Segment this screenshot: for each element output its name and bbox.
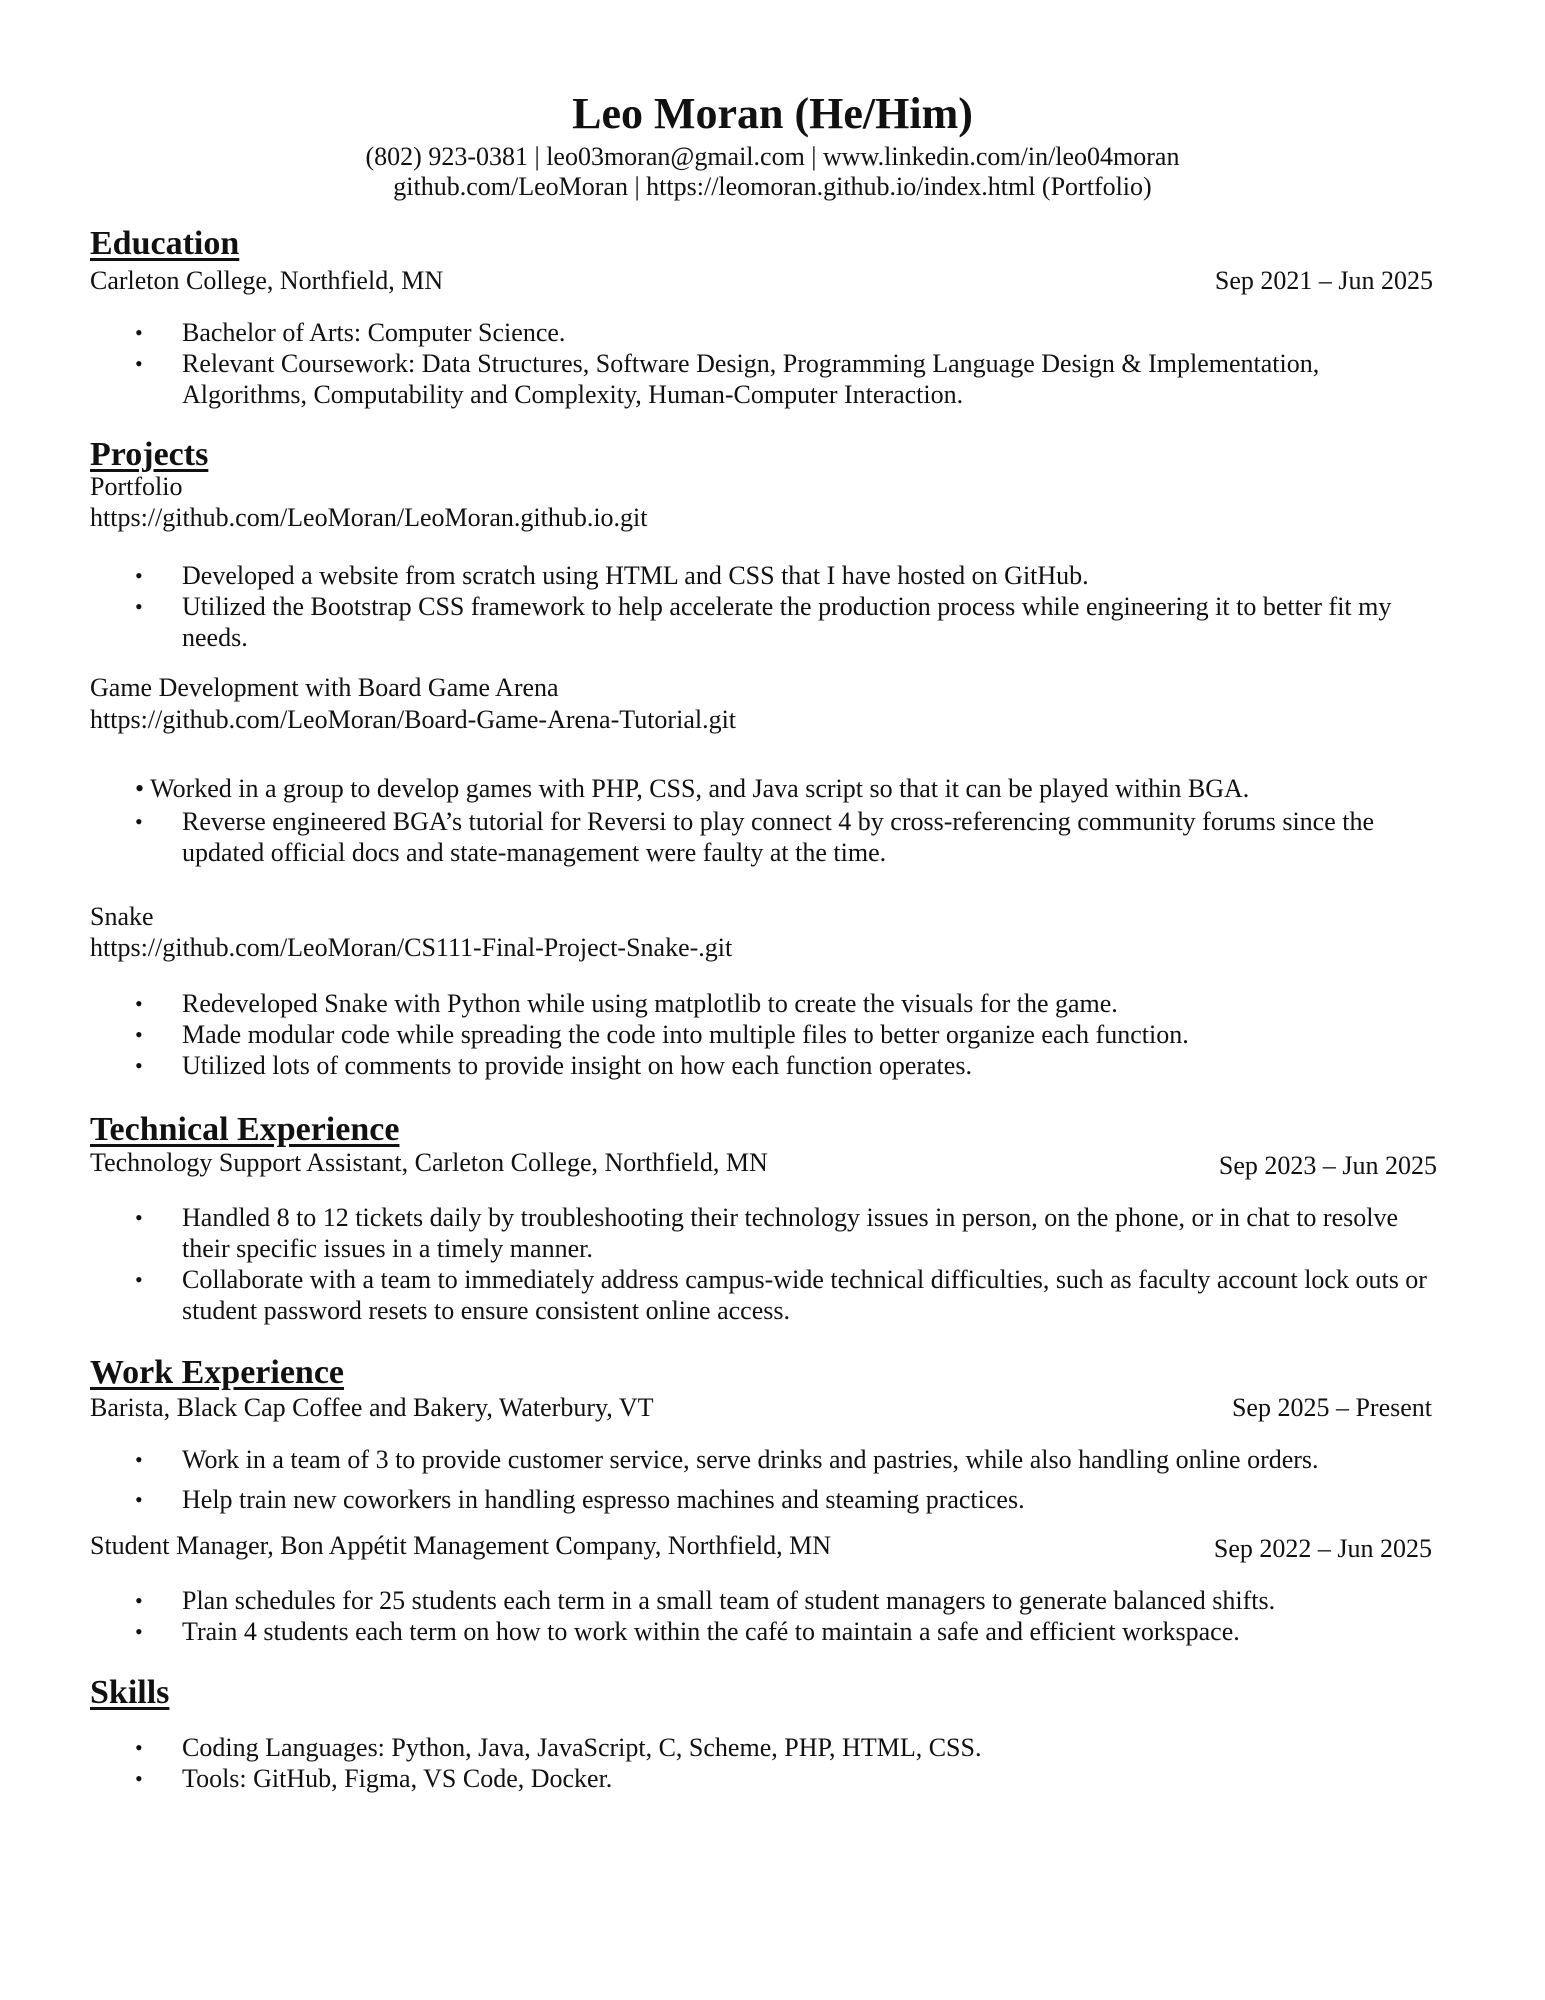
list-item: • Train 4 students each term on how to work within the café to maintain a safe and efficient workspace. — [135, 1617, 1240, 1646]
work-bullets — [135, 1585, 1445, 1647]
project-bullets — [135, 560, 1445, 653]
work-date: Sep 2025 – Present — [1231, 1393, 1432, 1422]
project-link[interactable]: https://github.com/LeoMoran/LeoMoran.github.io.git — [90, 503, 648, 532]
education-entry: Carleton College, Northfield, MN — [90, 266, 444, 295]
candidate-name: Leo Moran (He/Him) — [572, 89, 973, 138]
projects-heading: Projects — [90, 436, 209, 473]
technical-experience-heading: Technical Experience — [90, 1111, 400, 1148]
technical-date: Sep 2023 – Jun 2025 — [1218, 1151, 1437, 1180]
list-item: • Redeveloped Snake with Python while using matplotlib to create the visuals for the game. — [135, 989, 1118, 1018]
list-item: • Tools: GitHub, Figma, VS Code, Docker. — [135, 1764, 613, 1793]
contact-line-1: (802) 923-0381 | leo03moran@gmail.com | www.linkedin.com/in/leo04moran — [365, 142, 1180, 171]
list-item: • Developed a website from scratch using HTML and CSS that I have hosted on GitHub. — [135, 561, 1089, 590]
technical-bullets — [135, 1202, 1445, 1326]
bullet-icon: • — [135, 594, 143, 619]
resume-header — [0, 86, 1545, 202]
list-item: • Utilized lots of comments to provide insight on how each function operates. — [135, 1051, 972, 1080]
list-item: • Plan schedules for 25 students each term in a small team of student managers to generate balanced shifts. — [135, 1586, 1276, 1615]
skills-bullets — [135, 1732, 1445, 1794]
bullet-icon: • — [135, 351, 143, 376]
contact-line-2: github.com/LeoMoran | https://leomoran.github.io/index.html (Portfolio) — [393, 172, 1152, 201]
bullet-icon: • — [135, 563, 143, 588]
project-bullets — [135, 988, 1445, 1081]
project-title: Snake — [90, 902, 154, 931]
bullet-icon: • — [135, 1205, 143, 1230]
list-item: • Utilized the Bootstrap CSS framework to help accelerate the production process while engineering it to better fit my needs. — [135, 592, 1392, 652]
list-item: • Collaborate with a team to immediately address campus-wide technical difficulties, such as faculty account lock outs or student password resets to ensure consistent online access. — [135, 1265, 1427, 1325]
list-item: • Coding Languages: Python, Java, JavaScript, C, Scheme, PHP, HTML, CSS. — [135, 1733, 982, 1762]
bullet-icon: • — [135, 1766, 143, 1791]
list-item: • Relevant Coursework: Data Structures, Software Design, Programming Language Design & Implementation, Algorithms, Computability and Complexity, Human-Computer Interaction. — [135, 349, 1320, 409]
list-item: • Handled 8 to 12 tickets daily by troubleshooting their technology issues in person, on the phone, or in chat to resolve their specific issues in a timely manner. — [135, 1203, 1398, 1263]
education-bullets — [135, 317, 1445, 410]
list-item: • Worked in a group to develop games with PHP, CSS, and Java script so that it can be played within BGA. — [135, 774, 1250, 803]
bullet-icon: • — [135, 1053, 143, 1078]
bullet-icon: • — [135, 1619, 143, 1644]
technical-entry: Technology Support Assistant, Carleton College, Northfield, MN — [90, 1148, 768, 1177]
bullet-icon: • — [135, 1267, 143, 1292]
bullet-icon: • — [135, 809, 143, 834]
education-date: Sep 2021 – Jun 2025 — [1214, 266, 1433, 295]
work-entry: Barista, Black Cap Coffee and Bakery, Waterbury, VT — [90, 1393, 654, 1422]
project-bullets — [135, 806, 1445, 868]
bullet-icon: • — [135, 1487, 143, 1512]
skills-heading: Skills — [90, 1674, 170, 1711]
list-item: • Made modular code while spreading the code into multiple files to better organize each function. — [135, 1020, 1189, 1049]
bullet-icon: • — [135, 1022, 143, 1047]
bullet-icon: • — [135, 1735, 143, 1760]
list-item: • Work in a team of 3 to provide customer service, serve drinks and pastries, while also handling online orders. — [135, 1445, 1319, 1474]
education-heading: Education — [90, 225, 240, 262]
project-title: Game Development with Board Game Arena — [90, 673, 559, 702]
list-item: • Help train new coworkers in handling espresso machines and steaming practices. — [135, 1485, 1025, 1514]
project-link[interactable]: https://github.com/LeoMoran/CS111-Final-Project-Snake-.git — [90, 933, 733, 962]
project-link[interactable]: https://github.com/LeoMoran/Board-Game-Arena-Tutorial.git — [90, 705, 737, 734]
list-item: • Reverse engineered BGA’s tutorial for Reversi to play connect 4 by cross-referencing community forums since the updated official docs and state-management were faulty at the time. — [135, 807, 1375, 867]
bullet-icon: • — [135, 1588, 143, 1613]
bullet-icon: • — [135, 320, 143, 345]
bullet-icon: • — [135, 1447, 143, 1472]
work-bullets — [135, 1444, 1445, 1515]
bullet-icon: • — [135, 991, 143, 1016]
work-date: Sep 2022 – Jun 2025 — [1213, 1534, 1432, 1563]
list-item: • Bachelor of Arts: Computer Science. — [135, 318, 566, 347]
work-entry: Student Manager, Bon Appétit Management Company, Northfield, MN — [90, 1531, 832, 1560]
project-title: Portfolio — [90, 472, 183, 501]
work-experience-heading: Work Experience — [90, 1354, 345, 1391]
